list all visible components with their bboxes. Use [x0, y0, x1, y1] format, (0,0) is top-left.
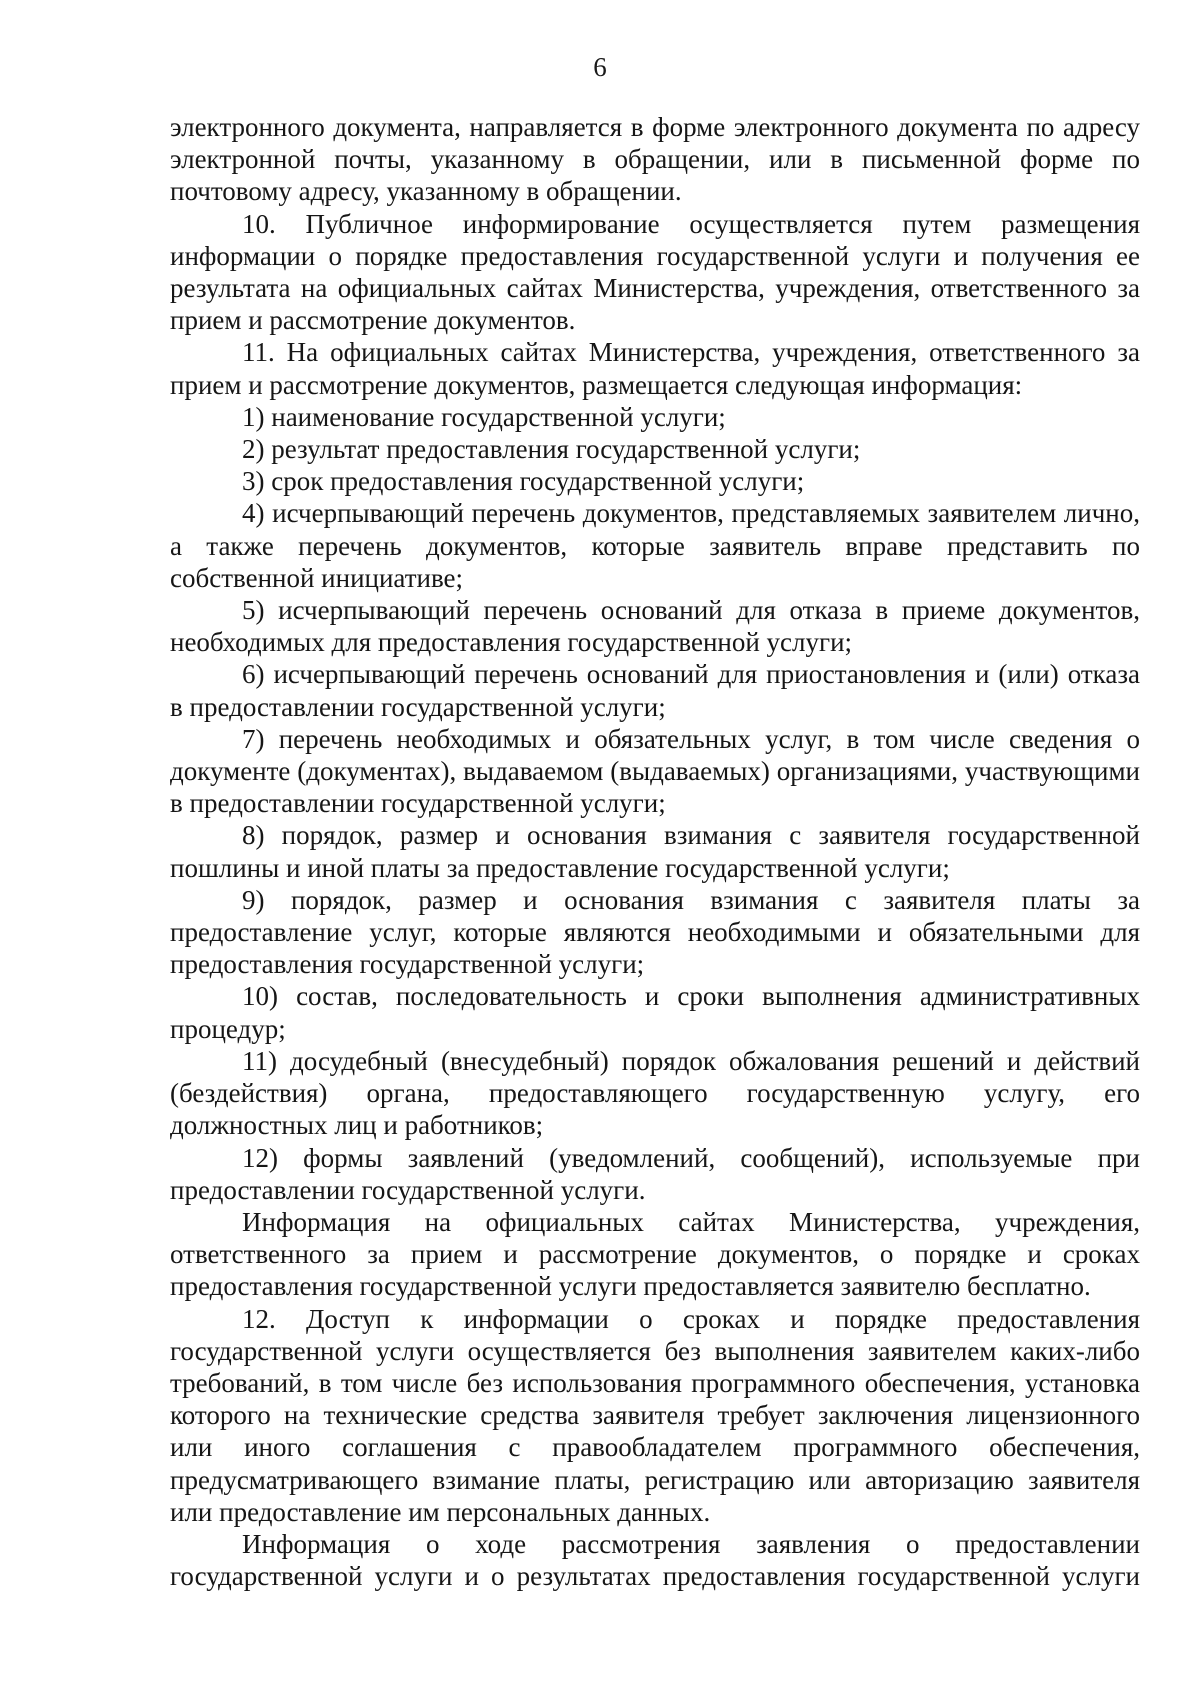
page-number: 6 [593, 52, 607, 82]
list-item-2: 2) результат предоставления государственной услуги; [242, 434, 861, 465]
paragraph-continuation: электронного документа, направляется в форме электронного документа по адресу электронной почты, указанному в обращении, или в письменной форме по почтовому адресу, указанному в обращении. [170, 112, 1140, 207]
paragraph-info-free: Информация на официальных сайтах Министерства, учреждения, ответственного за прием и рассмотрение документов, о порядке и сроках предоставления государственной услуги предоставляется заявителю бесплатно. [170, 1206, 1140, 1302]
paragraph-item-11: 11. На официальных сайтах Министерства, учреждения, ответственного за прием и рассмотрение документов, размещается следующая информация: [170, 337, 1140, 400]
list-item-4: 4) исчерпывающий перечень документов, представляемых заявителем лично, а также перечень документов, которые заявитель вправе представить по собственной инициативе; [170, 498, 1140, 593]
list-item-1: 1) наименование государственной услуги; [242, 401, 726, 432]
list-item-9: 9) порядок, размер и основания взимания с заявителя платы за предоставление услуг, которые являются необходимыми и обязательными для предоставления государственной услуги; [170, 884, 1140, 980]
list-item-5: 5) исчерпывающий перечень оснований для отказа в приеме документов, необходимых для предоставления государственной услуги; [170, 595, 1140, 658]
list-item-12: 12) формы заявлений (уведомлений, сообщений), используемые при предоставлении государственной услуги. [170, 1142, 1140, 1205]
document-body [170, 111, 1140, 1592]
paragraph-info-status: Информация о ходе рассмотрения заявления о предоставлении государственной услуги и о результатах предоставления государственной услуги [170, 1528, 1140, 1592]
list-item-6: 6) исчерпывающий перечень оснований для приостановления и (или) отказа в предоставлении государственной услуги; [170, 659, 1140, 722]
list-item-7: 7) перечень необходимых и обязательных услуг, в том числе сведения о документе (документах), выдаваемом (выдаваемых) организациями, участвующими в предоставлении государственной услуги; [170, 723, 1140, 819]
list-item-11: 11) досудебный (внесудебный) порядок обжалования решений и действий (бездействия) органа, предоставляющего государственную услугу, его должностных лиц и работников; [170, 1045, 1140, 1141]
paragraph-item-10: 10. Публичное информирование осуществляется путем размещения информации о порядке предоставления государственной услуги и получения ее результата на официальных сайтах Министерства, учреждения, ответственного за прием и рассмотрение документов. [170, 208, 1140, 336]
paragraph-item-12: 12. Доступ к информации о сроках и порядке предоставления государственной услуги осуществляется без выполнения заявителем каких-либо требований, в том числе без использования программного обеспечения, установка которого на технические средства заявителя требует заключения лицензионного или иного соглашения с правообладателем программного обеспечения, предусматривающего взимание платы, регистрацию или авторизацию заявителя или предоставление им персональных данных. [170, 1303, 1140, 1527]
list-item-10: 10) состав, последовательность и сроки выполнения административных процедур; [170, 981, 1140, 1044]
list-item-3: 3) срок предоставления государственной услуги; [242, 466, 805, 497]
list-item-8: 8) порядок, размер и основания взимания с заявителя государственной пошлины и иной платы за предоставление государственной услуги; [170, 820, 1140, 883]
